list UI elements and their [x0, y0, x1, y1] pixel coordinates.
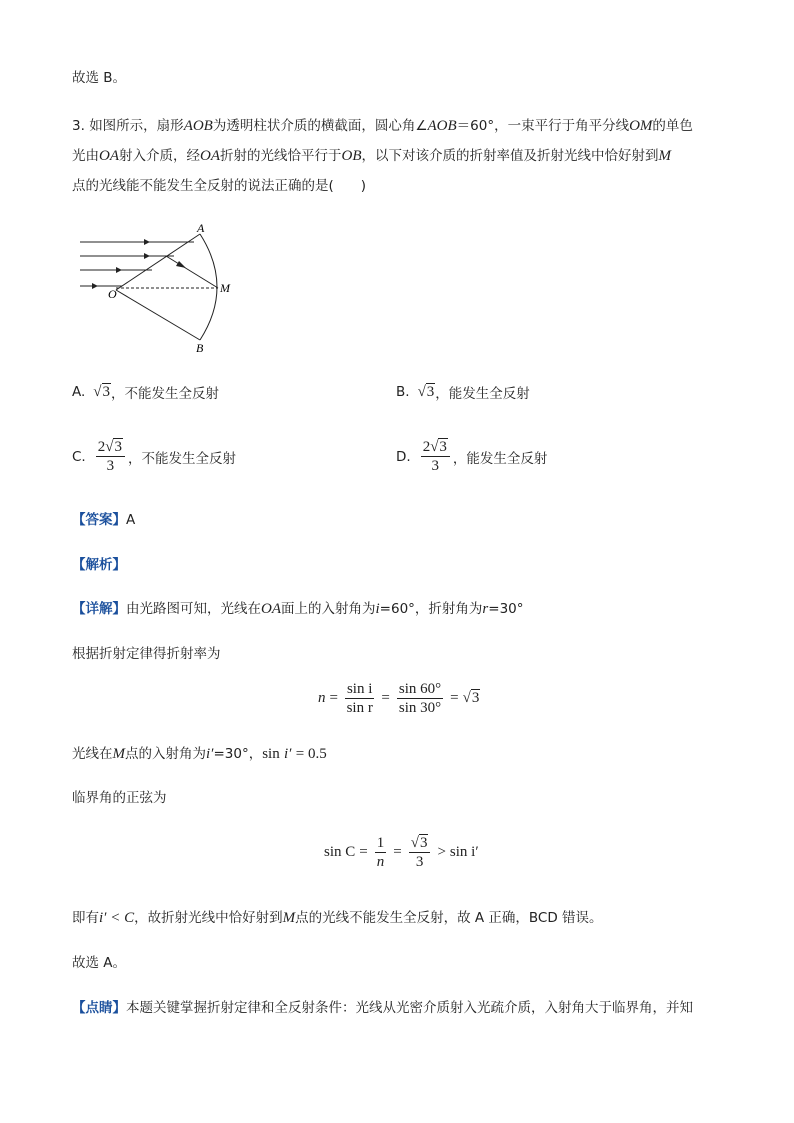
fraction: [397, 680, 443, 717]
radicand: 3: [471, 690, 480, 706]
label-a: A: [197, 221, 205, 235]
question-number: 3.: [72, 118, 85, 134]
math-var: AOB: [427, 118, 457, 134]
option-text: ，不能发生全反射: [127, 450, 236, 467]
denominator: 3: [415, 854, 424, 870]
option-c: [72, 438, 236, 475]
sqrt-expr: √3: [462, 690, 480, 706]
denominator: n: [376, 854, 385, 870]
option-text: ，能发生全反射: [435, 386, 530, 402]
critical-angle-equation: [324, 834, 479, 871]
text: 点的入射角为: [125, 746, 206, 762]
arrow-head: [116, 267, 122, 273]
question-text: 折射的光线恰平行于: [220, 148, 342, 164]
radicand: 3: [114, 439, 122, 455]
equals-sign: =: [329, 690, 338, 706]
question-line-1: [72, 114, 693, 135]
numerator: 2√3: [421, 438, 450, 457]
option-letter: C.: [72, 448, 86, 465]
numerator: 2√3: [96, 438, 125, 457]
refracted-ray: [166, 256, 218, 288]
question-text: ，以下对该介质的折射率值及折射光线中恰好射到: [361, 148, 659, 164]
sqrt-expr: √3: [417, 383, 435, 400]
text: 点的光线不能发生全反射，故 A 正确，BCD 错误。: [295, 910, 603, 926]
detail-line: [72, 597, 524, 618]
math-var: r: [482, 601, 489, 617]
coef: 2: [422, 439, 431, 455]
arrow-head: [144, 239, 150, 245]
equals-sign: =: [450, 690, 459, 706]
math-var: n: [318, 690, 326, 706]
answer-value: A: [126, 512, 136, 528]
arc-amb: [200, 234, 217, 340]
fraction: [409, 834, 431, 871]
math-expr: sin C: [324, 844, 356, 860]
text: 即有: [72, 910, 99, 926]
option-b: [396, 382, 530, 402]
math-var: OB: [341, 148, 362, 164]
math-expr: i′ < C: [99, 910, 135, 926]
math-value: = 0.5: [295, 746, 327, 762]
math-var: M: [282, 910, 296, 926]
final-choice: 故选 A。: [72, 955, 127, 971]
text: =30°，: [213, 746, 263, 762]
tip-text: 本题关键掌握折射定律和全反射条件：光线从光密介质射入光疏介质，入射角大于临界角，并知: [126, 1000, 693, 1016]
fraction: [345, 680, 374, 717]
radicand: 3: [439, 439, 447, 455]
previous-answer: 故选 B。: [72, 70, 127, 86]
question-text: 光由: [72, 148, 99, 164]
detail-text: =30°: [488, 601, 524, 617]
option-text: ，能发生全反射: [452, 450, 548, 467]
incidence-at-m-line: [72, 742, 327, 763]
math-var: M: [658, 148, 671, 164]
equals-sign: =: [381, 690, 390, 706]
denominator: sin r: [346, 700, 373, 716]
numerator: sin i: [346, 681, 373, 697]
refractive-index-equation: [318, 680, 480, 717]
option-letter: B.: [396, 384, 410, 400]
edge-ob: [116, 290, 200, 340]
math-var: OA: [99, 148, 119, 164]
text: ，故折射光线中恰好射到: [134, 910, 283, 926]
optics-figure: [72, 220, 242, 358]
math-var: OA: [261, 601, 281, 617]
tip-line: [72, 996, 693, 1016]
detail-tag: 【详解】: [72, 601, 126, 617]
label-o: O: [108, 287, 117, 301]
text: 光线在: [72, 746, 113, 762]
denominator: 3: [431, 458, 440, 474]
arrow-head: [92, 283, 98, 289]
option-text: ，不能发生全反射: [111, 386, 220, 402]
arrow-head: [176, 261, 186, 268]
arrow-head: [144, 253, 150, 259]
question-line-3: 点的光线能不能发生全反射的说法正确的是( ): [72, 178, 367, 194]
sqrt-expr: √3: [93, 383, 111, 400]
denominator: 3: [106, 458, 115, 474]
coef: 2: [97, 439, 106, 455]
radicand: 3: [102, 383, 111, 400]
numerator: 1: [376, 835, 385, 851]
math-var: i′: [206, 746, 214, 762]
equals-sign: =: [359, 844, 368, 860]
numerator: √3: [409, 834, 431, 853]
detail-text: =60°，折射角为: [379, 601, 483, 617]
denominator: sin 30°: [398, 700, 442, 716]
tip-tag: 【点睛】: [72, 1000, 126, 1016]
question-text: 为透明柱状介质的横截面，圆心角∠: [212, 118, 428, 134]
fraction: [421, 438, 450, 475]
radicand: 3: [426, 383, 435, 400]
law-line: 根据折射定律得折射率为: [72, 646, 221, 662]
math-func: sin: [262, 746, 280, 762]
option-letter: D.: [396, 448, 411, 465]
fraction: [375, 834, 387, 871]
detail-text: 由光路图可知，光线在: [126, 601, 261, 617]
question-text: 如图所示，扇形: [89, 118, 184, 134]
critical-angle-line: 临界角的正弦为: [72, 790, 167, 806]
math-var: i′: [284, 746, 292, 762]
label-b: B: [196, 341, 204, 355]
detail-text: 面上的入射角为: [281, 601, 376, 617]
math-var: AOB: [183, 118, 213, 134]
option-d: [396, 438, 547, 475]
radicand: 3: [419, 835, 428, 851]
math-var: OM: [629, 118, 653, 134]
answer-line: [72, 508, 135, 528]
option-letter: A.: [72, 384, 86, 400]
question-text: ＝60°，一束平行于角平分线: [456, 118, 630, 134]
greater-than-sign: >: [437, 844, 446, 860]
equals-sign: =: [393, 844, 402, 860]
math-var: OA: [200, 148, 220, 164]
math-var: M: [112, 746, 125, 762]
analysis-tag: 【解析】: [72, 557, 126, 573]
answer-tag: 【答案】: [72, 512, 126, 528]
option-a: [72, 382, 219, 402]
math-expr: sin i′: [449, 844, 479, 860]
question-text: 射入介质，经: [119, 148, 200, 164]
fraction: [96, 438, 125, 475]
question-line-2: [72, 144, 671, 165]
numerator: sin 60°: [398, 681, 442, 697]
question-text: 的单色: [652, 118, 693, 134]
conclusion-line: [72, 906, 603, 927]
analysis-line: [72, 553, 126, 573]
label-m: M: [220, 281, 230, 295]
math-var: i: [375, 601, 380, 617]
